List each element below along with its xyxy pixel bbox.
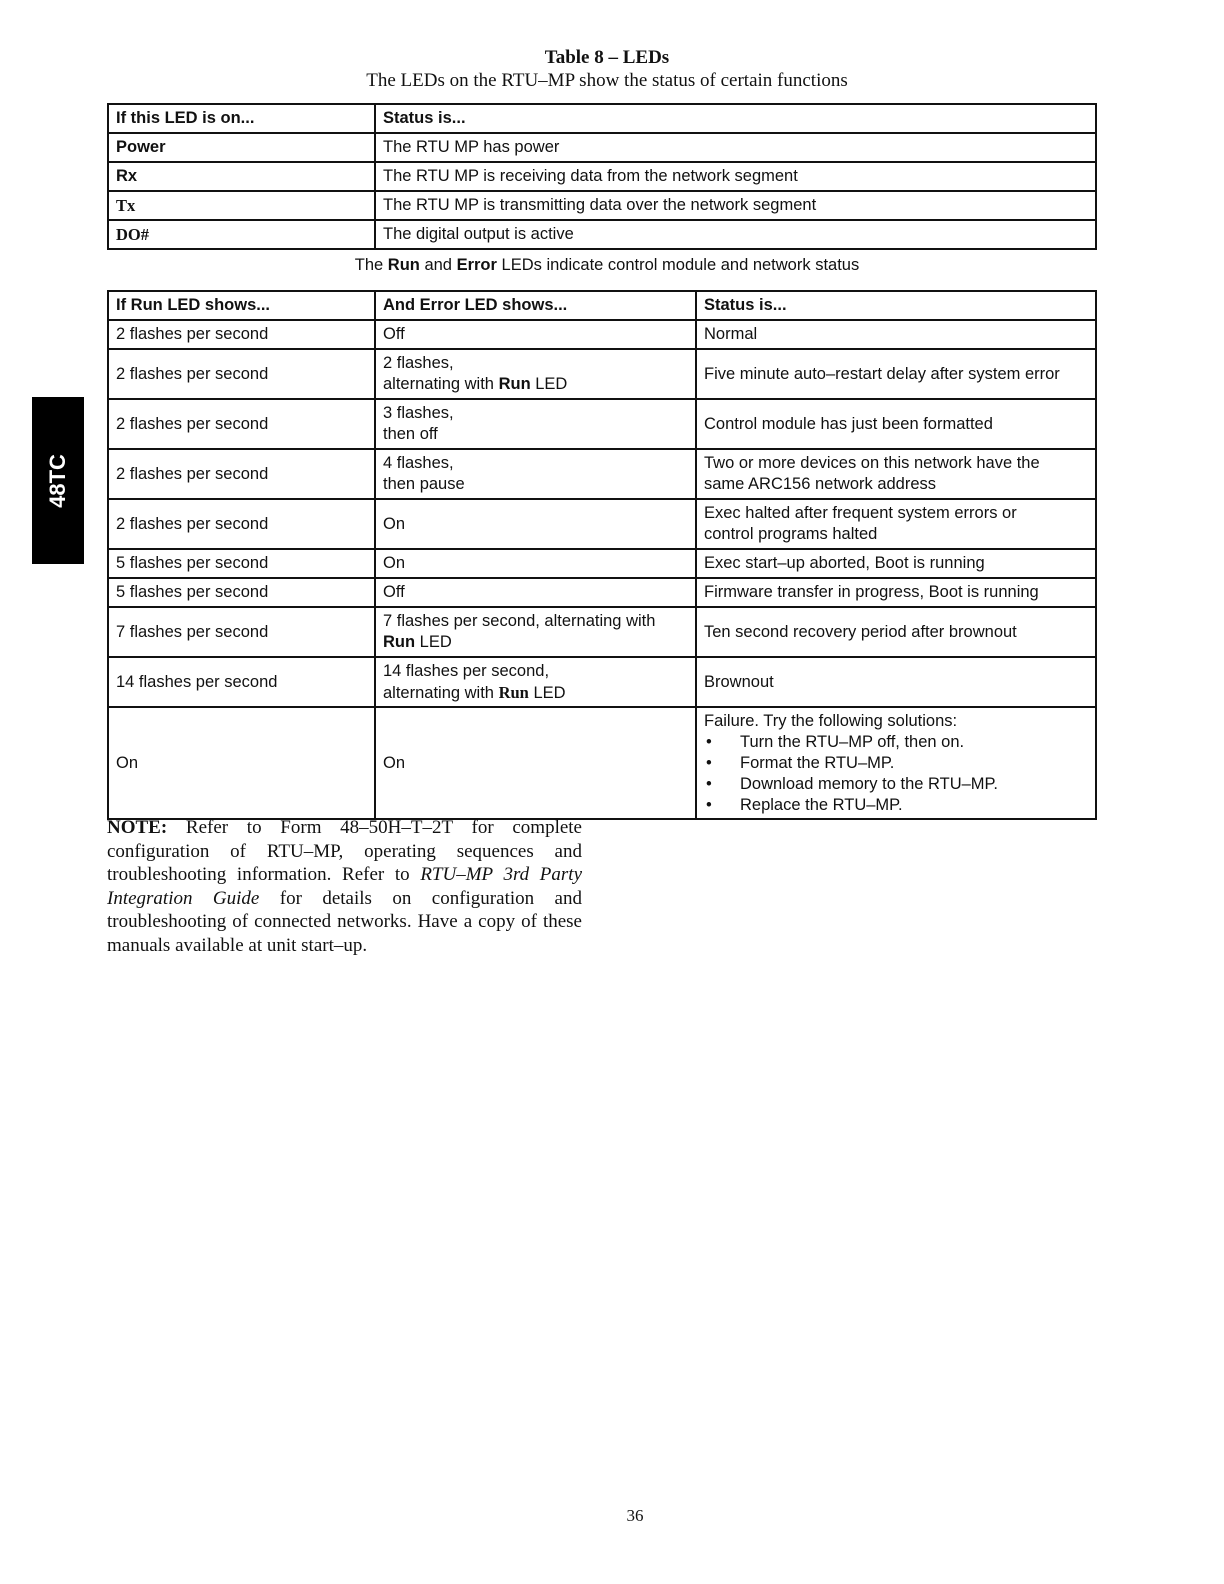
error-led-cell: On xyxy=(375,549,696,578)
table-subtitle: The LEDs on the RTU–MP show the status of certain functions xyxy=(366,70,848,91)
caption-text: The xyxy=(354,256,388,274)
table-header-row xyxy=(108,291,1096,320)
error-led-cell: 2 flashes, alternating with Run LED xyxy=(375,349,696,399)
status-cell: Five minute auto–restart delay after system error xyxy=(696,349,1096,399)
status-cell: Firmware transfer in progress, Boot is running xyxy=(696,578,1096,607)
led-status-table xyxy=(107,103,1097,250)
header-led: If this LED is on... xyxy=(108,104,375,133)
table-row xyxy=(108,220,1096,249)
run-led-cell: 2 flashes per second xyxy=(108,349,375,399)
error-led-cell: 3 flashes, then off xyxy=(375,399,696,449)
run-error-led-table xyxy=(107,290,1097,820)
caption-run: Run xyxy=(387,256,420,274)
table-row xyxy=(108,349,1096,399)
led-name: Tx xyxy=(108,191,375,220)
table-row xyxy=(108,578,1096,607)
run-led-cell: 2 flashes per second xyxy=(108,320,375,349)
section-side-tab xyxy=(32,397,84,564)
status-cell: Exec start–up aborted, Boot is running xyxy=(696,549,1096,578)
header-run: If Run LED shows... xyxy=(108,291,375,320)
status-cell: Control module has just been formatted xyxy=(696,399,1096,449)
table-row xyxy=(108,657,1096,707)
led-status: The digital output is active xyxy=(375,220,1096,249)
note-label: NOTE: xyxy=(107,817,168,838)
error-led-cell: On xyxy=(375,499,696,549)
error-led-cell: 14 flashes per second, alternating with Run LED xyxy=(375,657,696,707)
list-item: • Turn the RTU–MP off, then on. xyxy=(704,732,1088,753)
status-cell: Exec halted after frequent system errors or control programs halted xyxy=(696,499,1096,549)
header-status: Status is... xyxy=(696,291,1096,320)
header-status: Status is... xyxy=(375,104,1096,133)
run-led-cell: On xyxy=(108,707,375,819)
table-row xyxy=(108,449,1096,499)
run-led-cell: 5 flashes per second xyxy=(108,578,375,607)
table-row xyxy=(108,162,1096,191)
note-text: Refer to Form 48–50H–T–2T for complete configuration of RTU–MP, operating sequences and troubleshooting information. Refer to xyxy=(107,817,582,886)
table-row xyxy=(108,191,1096,220)
failure-intro: Failure. Try the following solutions: xyxy=(704,711,958,730)
solution-list xyxy=(704,732,1088,816)
error-led-cell: Off xyxy=(375,320,696,349)
led-name: Power xyxy=(108,133,375,162)
status-cell: Brownout xyxy=(696,657,1096,707)
note-paragraph xyxy=(107,816,582,958)
led-status: The RTU MP is receiving data from the network segment xyxy=(375,162,1096,191)
table-header-row xyxy=(108,104,1096,133)
run-led-cell: 2 flashes per second xyxy=(108,399,375,449)
status-cell: Normal xyxy=(696,320,1096,349)
status-cell xyxy=(696,707,1096,819)
run-led-cell: 5 flashes per second xyxy=(108,549,375,578)
run-led-cell: 14 flashes per second xyxy=(108,657,375,707)
run-led-cell: 7 flashes per second xyxy=(108,607,375,657)
guide-title: RTU–MP 3rd Party Integration Guide xyxy=(107,864,582,909)
page-number: 36 xyxy=(626,1506,644,1525)
table-title: Table 8 – LEDs xyxy=(544,47,670,68)
table-row xyxy=(108,549,1096,578)
table-row xyxy=(108,320,1096,349)
list-item: • Format the RTU–MP. xyxy=(704,753,1088,774)
run-led-cell: 2 flashes per second xyxy=(108,449,375,499)
caption-text: and xyxy=(419,256,457,274)
caption-error: Error xyxy=(456,256,497,274)
header-error: And Error LED shows... xyxy=(375,291,696,320)
side-tab-label: 48TC xyxy=(45,453,70,508)
table-row xyxy=(108,133,1096,162)
table-row xyxy=(108,399,1096,449)
status-cell: Ten second recovery period after brownout xyxy=(696,607,1096,657)
led-status: The RTU MP has power xyxy=(375,133,1096,162)
led-name: DO# xyxy=(108,220,375,249)
error-led-cell: Off xyxy=(375,578,696,607)
table-row xyxy=(108,707,1096,819)
error-led-cell: 4 flashes, then pause xyxy=(375,449,696,499)
status-cell: Two or more devices on this network have the same ARC156 network address xyxy=(696,449,1096,499)
table-row xyxy=(108,607,1096,657)
error-led-cell: On xyxy=(375,707,696,819)
error-led-cell: 7 flashes per second, alternating with Run LED xyxy=(375,607,696,657)
list-item: • Replace the RTU–MP. xyxy=(704,795,1088,816)
caption-text: LEDs indicate control module and network status xyxy=(496,256,860,274)
list-item: • Download memory to the RTU–MP. xyxy=(704,774,1088,795)
run-led-cell: 2 flashes per second xyxy=(108,499,375,549)
table-row xyxy=(108,499,1096,549)
led-name: Rx xyxy=(108,162,375,191)
run-error-caption xyxy=(107,256,1107,275)
led-status: The RTU MP is transmitting data over the network segment xyxy=(375,191,1096,220)
note-text: for details on configuration and troubleshooting of connected networks. Have a copy of these manuals available at unit start–up. xyxy=(107,887,582,956)
